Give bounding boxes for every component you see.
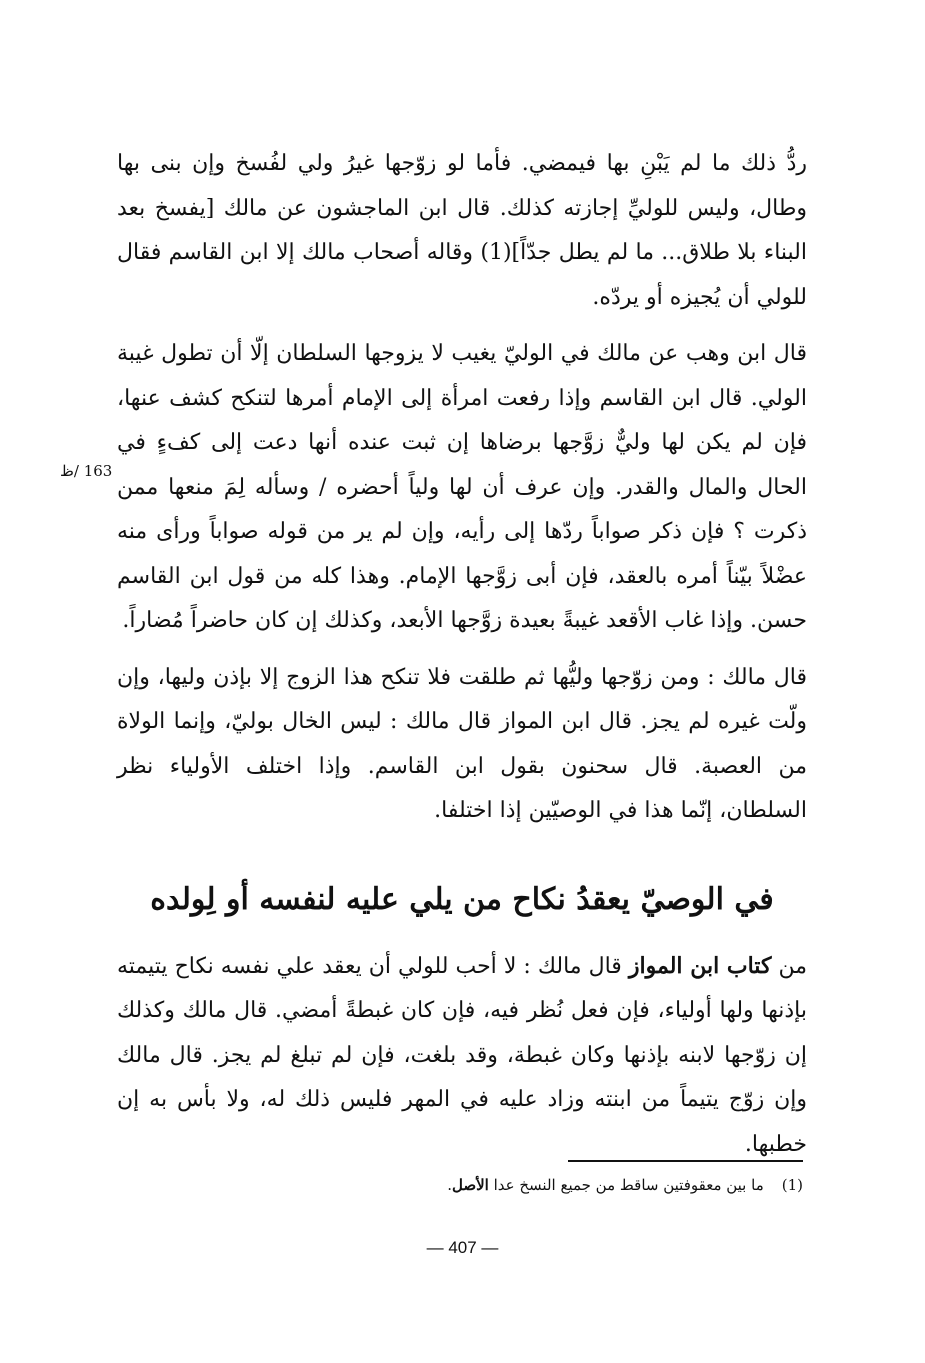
footnote-end: . — [447, 1176, 452, 1194]
paragraph-3: قال مالك : ومن زوّجها وليُّها ثم طلقت فلا تنكح هذا الزوج إلا بإذن وليها، وإن ولّت غيره لم يجز. قال ابن المواز قال مالك : ليس الخال بوليّ، وإنما الولاة من العصبة. قال سحنون بقول ابن القاسم. وإذا اختلف الأولياء نظر السلطان، إنّما هذا في الوصيّين إذا اختلفا. — [117, 664, 807, 823]
paragraph-4 — [117, 944, 807, 1168]
footnote — [447, 1176, 803, 1194]
footnote-bold-word: الأصل — [452, 1176, 489, 1194]
paragraph-2: قال ابن وهب عن مالك في الوليّ يغيب لا يزوجها السلطان إلّا أن تطول غيبة الولي. قال ابن القاسم وإذا رفعت امرأة إلى الإمام أمرها لتنكح كشف عنها، فإن لم يكن لها وليٌّ زوَّجها برضاها إن ثبت عنده أنها دعت إلى كفءٍ في الحال والمال والقدر. وإن عرف أن لها ولياً أحضره / وسأله لِمَ منعها ممن ذكرت ؟ فإن ذكر صواباً ردّها إلى رأيه، وإن لم ير من قوله صواباً ورأى منه عضْلاً بيّناً أمره بالعقد، فإن أبى زوَّجها الإمام. وهذا كله من قول ابن القاسم حسن. وإذا غاب الأقعد غيبةً بعيدة زوَّجها الأبعد، وكذلك إن كان حاضراً مُضاراً. — [117, 341, 807, 633]
main-text — [117, 142, 807, 1167]
paragraph-4-body: قال مالك : لا أحب للولي أن يعقد علي نفسه نكاح يتيمته بإذنها ولها أولياء، فإن فعل نُظر فيه، فإن كان غبطةً أمضي. قال مالك وكذلك إن زوّجها لابنه بإذنها وكان غبطة، وقد بلغت، فإن لم تبلغ لم يجز. قال مالك وإن زوّج يتيماً من ابنته وزاد عليه في المهر فليس ذلك له، ولا بأس به إن خطبها. — [117, 953, 807, 1157]
source-title: كتاب ابن المواز — [628, 952, 772, 979]
section-heading: في الوصيّ يعقدُ نكاح من يلي عليه لنفسه أو لِولده — [150, 881, 774, 917]
footnote-text: ما بين معقوفتين ساقط من جميع النسخ عدا — [493, 1176, 764, 1194]
footnote-divider — [568, 1160, 803, 1162]
manuscript-folio-note: 163 /ظ — [60, 462, 113, 480]
paragraph-4-lead: من — [778, 953, 808, 979]
page-number: — 407 — — [426, 1238, 499, 1257]
paragraph-1: ردُّ ذلك ما لم يَبْنِ بها فيمضي. فأما لو زوّجها غيرُ ولي لفُسخ وإن بنى بها وطال، وليس للوليِّ إجازته كذلك. قال ابن الماجشون عن مالك [يفسخ بعد البناء بلا طلاق... ما لم يطل جدّاً](1) وقاله أصحاب مالك إلا ابن القاسم فقال للولي أن يُجيزه أو يردّه. — [117, 151, 807, 310]
footnote-number: (1) — [781, 1176, 803, 1194]
